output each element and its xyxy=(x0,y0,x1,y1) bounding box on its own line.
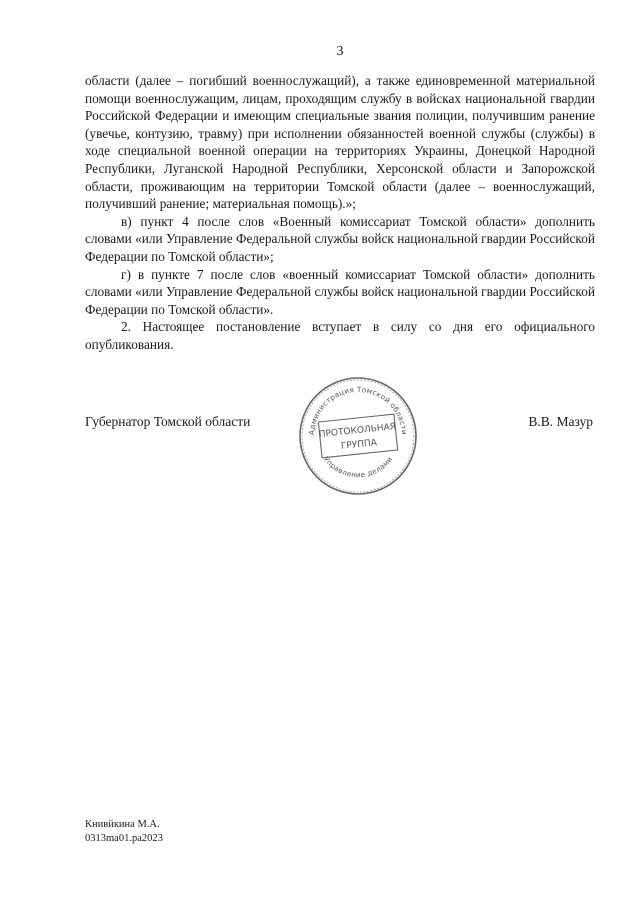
svg-text:Администрация Томской области: Администрация Томской области xyxy=(306,384,410,436)
svg-text:ГРУППА: ГРУППА xyxy=(340,438,378,452)
official-stamp-seal xyxy=(296,374,420,498)
svg-text:ПРОТОКОЛЬНАЯ: ПРОТОКОЛЬНАЯ xyxy=(318,422,397,441)
file-code: 0313ma01.pa2023 xyxy=(85,833,163,844)
paragraph-item-v: в) пункт 4 после слов «Военный комиссариат Томской области» дополнить словами «или Управление Федеральной службы войск национальной гвардии Российской Федерации по Томской области»; xyxy=(85,213,595,264)
footer xyxy=(85,818,163,846)
paragraph-continuation: области (далее – погибший военнослужащий), а также единовременной материальной помощи военнослужащим, лицам, проходящим службу в войсках национальной гвардии Российской Федерации и имеющим специальные звания полиции, получившим ранение (увечье, контузию, травму) при исполнении обязанностей военной службы (службы) в ходе специальной военной операции на территориях Украины, Донецкой Народной Республики, Луганской Народной Республики, Херсонской области и Запорожской области, проживающим на территории Томской области (далее – военнослужащий, получивший ранение; материальная помощь).»; xyxy=(85,73,595,212)
paragraph-effective-date: 2. Настоящее постановление вступает в силу со дня его официального опубликования. xyxy=(85,319,595,352)
document-body xyxy=(85,72,595,354)
signatory-position: Губернатор Томской области xyxy=(85,414,251,429)
paragraph-item-g: г) в пункте 7 после слов «военный комиссариат Томской области» дополнить словами «или Управление Федеральной службы войск национальной гвардии Российской Федерации по Томской области». xyxy=(85,266,595,317)
svg-text:Управление делами: Управление делами xyxy=(321,454,395,480)
page-number: 3 xyxy=(336,44,344,59)
executor-name: Книвйкина М.А. xyxy=(85,819,160,830)
signatory-name: В.В. Мазур xyxy=(528,414,593,429)
